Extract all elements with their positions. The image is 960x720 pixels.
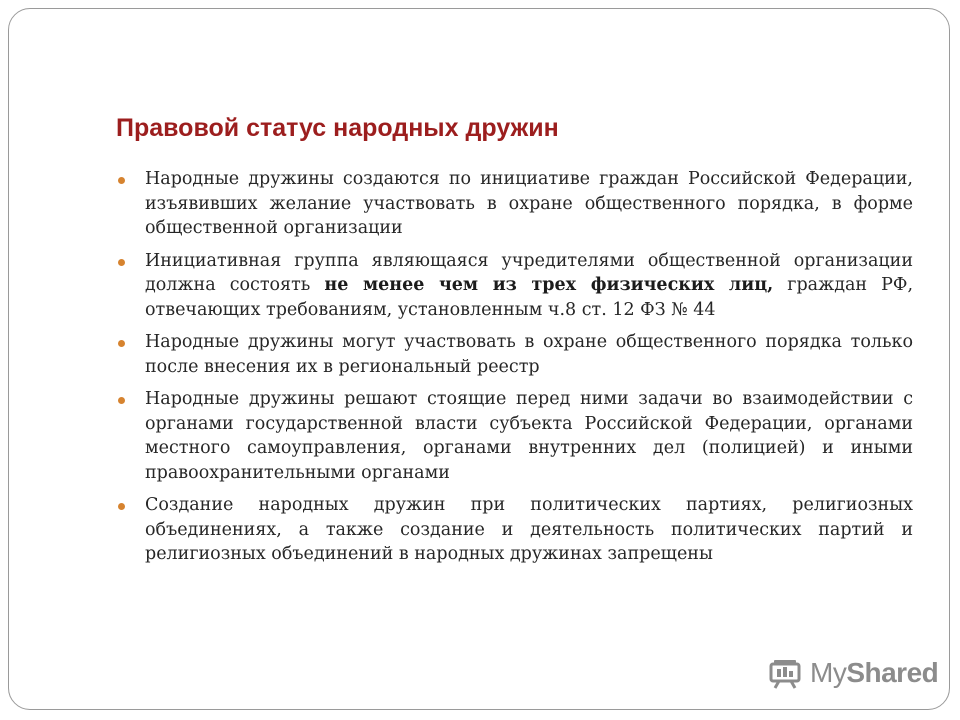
bullet-dot-icon	[118, 177, 125, 184]
bullet-dot-icon	[118, 397, 125, 404]
bullet-dot-icon	[118, 503, 125, 510]
bullet-item	[116, 249, 913, 323]
watermark-text: MyShared	[810, 657, 939, 688]
bullet-item	[116, 167, 913, 241]
bullet-item	[116, 387, 913, 485]
emphasis-text: не менее чем из трех физических лиц,	[324, 275, 774, 295]
bullet-item	[116, 330, 913, 379]
bullet-text: Народные дружины создаются по инициативе граждан Российской Федерации, изъявивших желание участвовать в охране общественного порядка, в форме общественной организации	[145, 169, 913, 238]
bullet-dot-icon	[118, 340, 125, 347]
bullet-dot-icon	[118, 259, 125, 266]
bullet-text: Народные дружины могут участвовать в охране общественного порядка только после внесения их в региональный реестр	[145, 332, 913, 377]
bullet-text: Инициативная группа являющаяся учредителями общественной организации должна состоять не менее чем из трех физических лиц, граждан РФ, отвечающих требованиям, установленным ч.8 ст. 12 ФЗ № 44	[145, 250, 914, 320]
slide-title: Правовой статус народных дружин	[116, 114, 559, 142]
bullet-item	[116, 493, 913, 567]
bullet-list	[116, 167, 913, 575]
presentation-board-icon	[768, 656, 802, 690]
bullet-text: Народные дружины решают стоящие перед ними задачи во взаимодействии с органами государственной власти субъекта Российской Федерации, органами местного самоуправления, органами внутренних дел (полицией) и иными правоохранительными органами	[145, 389, 913, 483]
slide-frame	[8, 8, 950, 710]
watermark-logo[interactable]	[768, 655, 938, 691]
bullet-text: Создание народных дружин при политических партиях, религиозных объединениях, а также создание и деятельность политических партий и религиозных объединений в народных дружинах запрещены	[145, 495, 913, 564]
